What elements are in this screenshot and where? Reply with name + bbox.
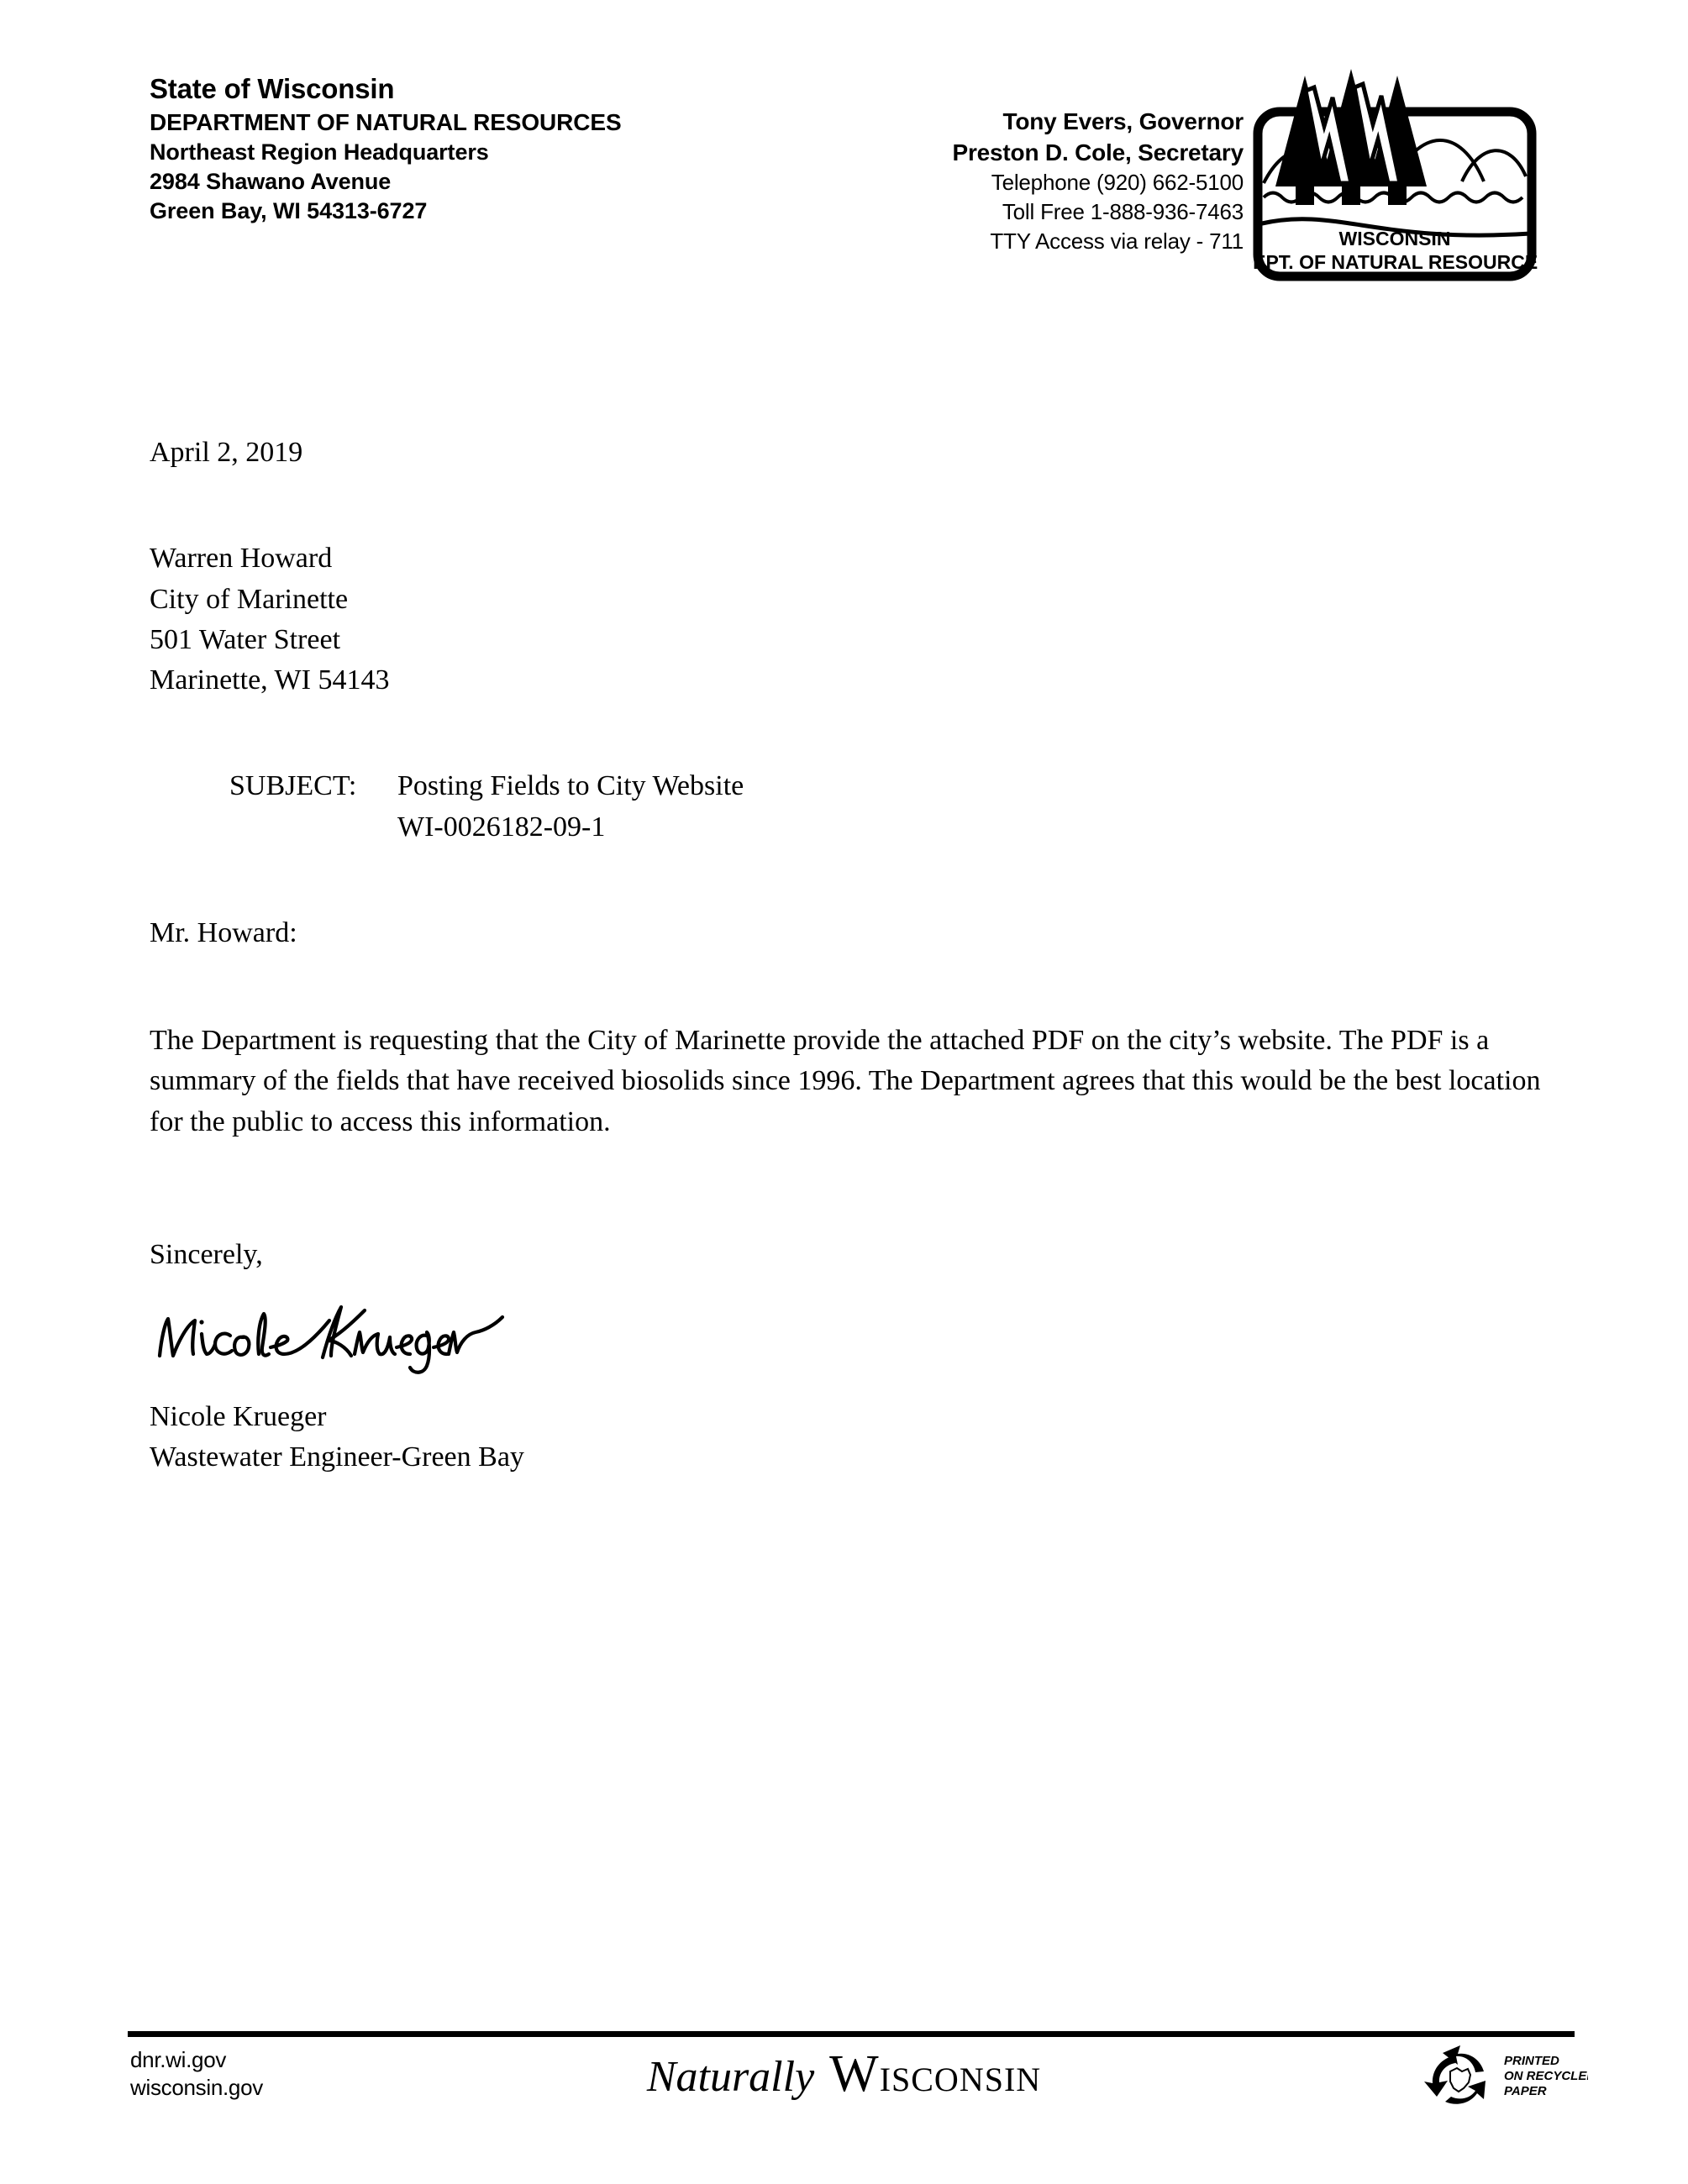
wisconsin-state-shape <box>1450 2068 1470 2092</box>
logo-text-wisconsin: WISCONSIN <box>1338 228 1451 249</box>
contact-block <box>857 106 1244 255</box>
department-name: DEPARTMENT OF NATURAL RESOURCES <box>150 108 622 135</box>
recipient-city-state-zip: Marinette, WI 54143 <box>150 664 390 696</box>
footer-url-state[interactable]: wisconsin.gov <box>130 2075 263 2101</box>
subject-title: Posting Fields to City Website <box>397 770 744 802</box>
telephone-number: Telephone (920) 662-5100 <box>991 170 1244 196</box>
office-city-state-zip: Green Bay, WI 54313-6727 <box>150 198 428 224</box>
subject-block <box>150 766 1570 848</box>
brand-wisconsin-initial: W <box>829 2045 880 2103</box>
tty-access-number: TTY Access via relay - 711 <box>990 228 1244 254</box>
letter-date: April 2, 2019 <box>150 437 303 468</box>
agency-address-block <box>150 71 622 227</box>
secretary-name: Preston D. Cole, Secretary <box>952 139 1244 166</box>
subject-values <box>397 766 744 848</box>
brand-wisconsin-rest: ISCONSIN <box>879 2061 1042 2098</box>
footer-divider <box>128 2031 1575 2037</box>
recipient-organization: City of Marinette <box>150 583 349 615</box>
subject-label: SUBJECT: <box>229 770 357 802</box>
logo-text-dept: DEPT. OF NATURAL RESOURCES <box>1252 251 1538 273</box>
office-street: 2984 Shawano Avenue <box>150 169 392 195</box>
signer-block <box>150 1397 1570 1478</box>
wisconsin-dnr-logo <box>1252 59 1538 281</box>
letterhead <box>0 59 1688 311</box>
office-name: Northeast Region Headquarters <box>150 139 489 165</box>
recycled-text-line2: ON RECYCLED <box>1504 2069 1588 2083</box>
signer-name: Nicole Krueger <box>150 1401 327 1433</box>
brand-word-wisconsin <box>829 2045 1042 2103</box>
footer-url-dnr[interactable]: dnr.wi.gov <box>130 2047 227 2072</box>
recycled-text-line3: PAPER <box>1504 2084 1547 2098</box>
salutation: Mr. Howard: <box>150 916 297 948</box>
page-footer <box>0 2031 1688 2157</box>
recipient-address-block <box>150 538 1570 701</box>
letter-body <box>150 433 1570 1478</box>
recipient-street: 501 Water Street <box>150 623 341 655</box>
recycled-text-line1: PRINTED <box>1504 2054 1559 2068</box>
governor-name: Tony Evers, Governor <box>1002 108 1244 134</box>
toll-free-number: Toll Free 1-888-936-7463 <box>1002 199 1244 225</box>
brand-word-naturally: Naturally <box>646 2053 815 2101</box>
permit-number: WI-0026182-09-1 <box>397 811 606 843</box>
signer-title: Wastewater Engineer-Green Bay <box>150 1441 524 1473</box>
body-paragraph: The Department is requesting that the City of Marinette provide the attached PDF on the city’s website. The PDF is a summary of the fields that have received biosolids since 1996. The Department agrees that this would be the best location for the public to access this information. <box>150 1025 1541 1137</box>
signature-area <box>150 1284 1570 1397</box>
state-name: State of Wisconsin <box>150 73 395 104</box>
closing: Sincerely, <box>150 1238 263 1270</box>
recipient-name: Warren Howard <box>150 543 333 575</box>
printed-on-recycled-paper-logo <box>1420 2043 1588 2110</box>
recycle-arrows-icon <box>1424 2045 1486 2104</box>
handwritten-signature-nicole-krueger <box>150 1284 519 1384</box>
